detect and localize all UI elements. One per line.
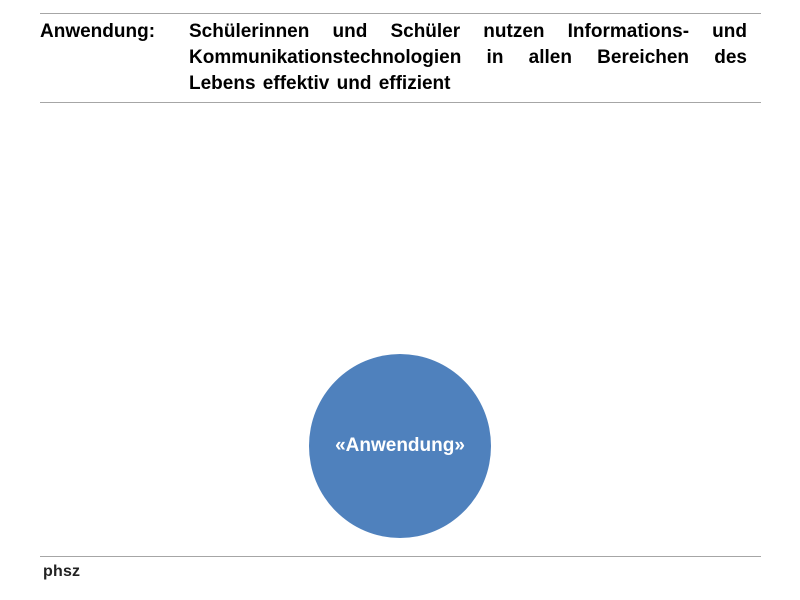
definition-line-1: Schülerinnen und Schüler nutzen Informations- und	[189, 21, 747, 42]
footer-divider	[40, 556, 761, 557]
anwendung-circle	[309, 354, 491, 538]
top-divider	[40, 13, 761, 14]
header-divider	[40, 102, 761, 103]
header-term: Anwendung:	[40, 21, 156, 42]
phsz-logo: phsz	[43, 563, 81, 580]
header-definition	[189, 19, 747, 97]
circle-label: «Anwendung»	[335, 435, 465, 456]
definition-line-2: Kommunikationstechnologien in allen Bereichen des	[189, 47, 747, 68]
definition-line-3: Lebens effektiv und effizient	[189, 73, 451, 94]
